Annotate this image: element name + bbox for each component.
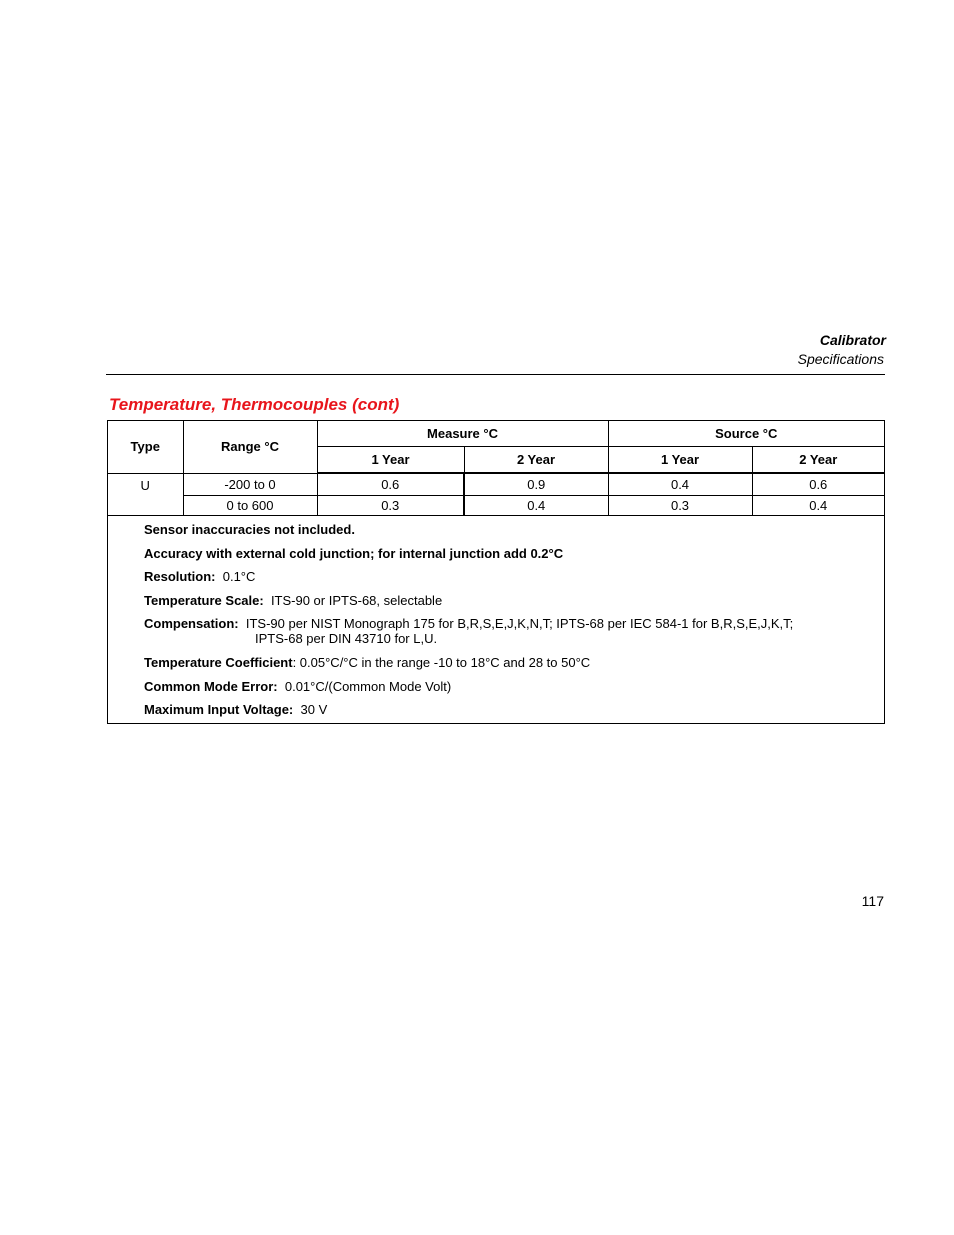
section-title: Temperature, Thermocouples (cont) [109, 395, 400, 414]
cell-measure-2yr: 0.4 [464, 496, 608, 516]
header-measure-2yr: 2 Year [464, 447, 608, 474]
note-accuracy-text: Accuracy with external cold junction; for internal junction add 0.2°C [144, 545, 564, 561]
max-voltage-value: 30 V [300, 702, 328, 718]
note-compensation [144, 616, 864, 646]
cell-measure-1yr: 0.3 [317, 496, 464, 516]
header-measure: Measure °C [317, 421, 608, 447]
coefficient-label: Temperature Coefficient [144, 654, 293, 670]
cell-type: U [108, 473, 183, 516]
table-row [108, 496, 884, 516]
page-number: 117 [861, 893, 884, 909]
cell-source-2yr: 0.6 [752, 473, 884, 496]
note-coefficient [144, 655, 864, 670]
table-row [108, 473, 884, 496]
resolution-label: Resolution: [144, 569, 216, 585]
note-sensor [144, 522, 864, 537]
header-rule [106, 374, 885, 375]
spec-table [108, 421, 884, 516]
note-scale [144, 593, 864, 608]
note-max-voltage [144, 702, 864, 717]
coefficient-value: : 0.05°C/°C in the range -10 to 18°C and 28 to 50°C [292, 654, 591, 670]
compensation-value-1: ITS-90 per NIST Monograph 175 for B,R,S,E,J,K,N,T; IPTS-68 per IEC 584-1 for B,R,S,E,J,K,T; [245, 616, 794, 632]
running-header-subtitle: Specifications [797, 351, 884, 367]
note-common-mode [144, 679, 864, 694]
header-measure-1yr: 1 Year [317, 447, 464, 474]
cell-range: -200 to 0 [183, 473, 317, 496]
max-voltage-label: Maximum Input Voltage: [144, 702, 294, 718]
header-source: Source °C [608, 421, 884, 447]
compensation-value-2: IPTS-68 per DIN 43710 for L,U. [255, 631, 438, 647]
cell-measure-1yr: 0.6 [317, 473, 464, 496]
cell-source-1yr: 0.3 [608, 496, 752, 516]
header-type: Type [108, 421, 183, 473]
running-header-title: Calibrator [819, 332, 886, 348]
cell-range: 0 to 600 [183, 496, 317, 516]
table-header-row [108, 421, 884, 447]
note-accuracy [144, 546, 864, 561]
note-sensor-text: Sensor inaccuracies not included. [144, 522, 355, 537]
header-range: Range °C [183, 421, 317, 473]
cell-source-2yr: 0.4 [752, 496, 884, 516]
note-resolution [144, 569, 864, 584]
spec-notes [144, 522, 864, 726]
scale-value: ITS-90 or IPTS-68, selectable [270, 592, 443, 608]
spec-box [107, 420, 885, 724]
header-source-2yr: 2 Year [752, 447, 884, 474]
scale-label: Temperature Scale: [144, 592, 264, 608]
cell-measure-2yr: 0.9 [464, 473, 608, 496]
cell-source-1yr: 0.4 [608, 473, 752, 496]
header-source-1yr: 1 Year [608, 447, 752, 474]
resolution-value: 0.1°C [222, 569, 256, 585]
common-mode-label: Common Mode Error: [144, 678, 278, 694]
compensation-label: Compensation: [144, 616, 239, 632]
common-mode-value: 0.01°C/(Common Mode Volt) [284, 678, 452, 694]
